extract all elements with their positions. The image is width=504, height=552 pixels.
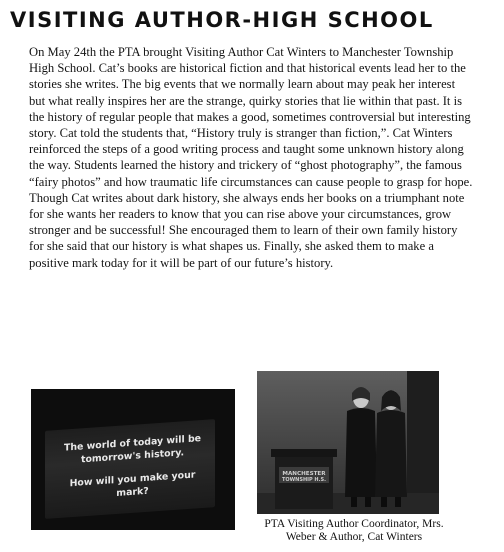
article-body: On May 24th the PTA brought Visiting Author Cat Winters to Manchester Township High School. Cat’s books are historical fiction and that historical events lead her to the stories she writes. The big events that we normally learn about may peak her interest but what really inspires her are the strange, quirky stories that lie within that past. It is the history of regular people that makes a good, sometimes controversial but interesting story. Cat told the students that, “History truly is stranger than fiction,”. Cat Winters reinforced the steps of a good writing process and taught some unknown history along the way. Students learned the history and trickery of “ghost photography”, the famous “fairy photos” and how traumatic life circumstances can cause people to grasp for hope. Though Cat writes about dark history, she always ends her books on a triumphant note for she wants her readers to know that you can rise above your circumstances, grow stronger and be successful! She encouraged them to learn of their own family history for she said that our history is what shapes us. Finally, she asked them to make a positive mark today for it will be part of our future’s history. — [29, 45, 473, 270]
projected-quote-line-1: The world of today will be tomorrow's history. — [63, 433, 202, 466]
author-photo — [257, 371, 439, 514]
photo-caption: PTA Visiting Author Coordinator, Mrs. Weber & Author, Cat Winters — [264, 518, 444, 543]
projected-quote — [55, 431, 210, 504]
projected-quote-line-2: How will you make your mark? — [69, 469, 196, 499]
page-title: VISITING AUTHOR-HIGH SCHOOL — [10, 8, 434, 32]
projector-screen-photo — [31, 389, 235, 530]
author-photo-illustration — [257, 371, 439, 514]
podium-label-line-2: TOWNSHIP H.S. — [282, 477, 326, 483]
projection-screen — [45, 419, 215, 519]
podium-label-line-1: MANCHESTER — [282, 471, 326, 477]
